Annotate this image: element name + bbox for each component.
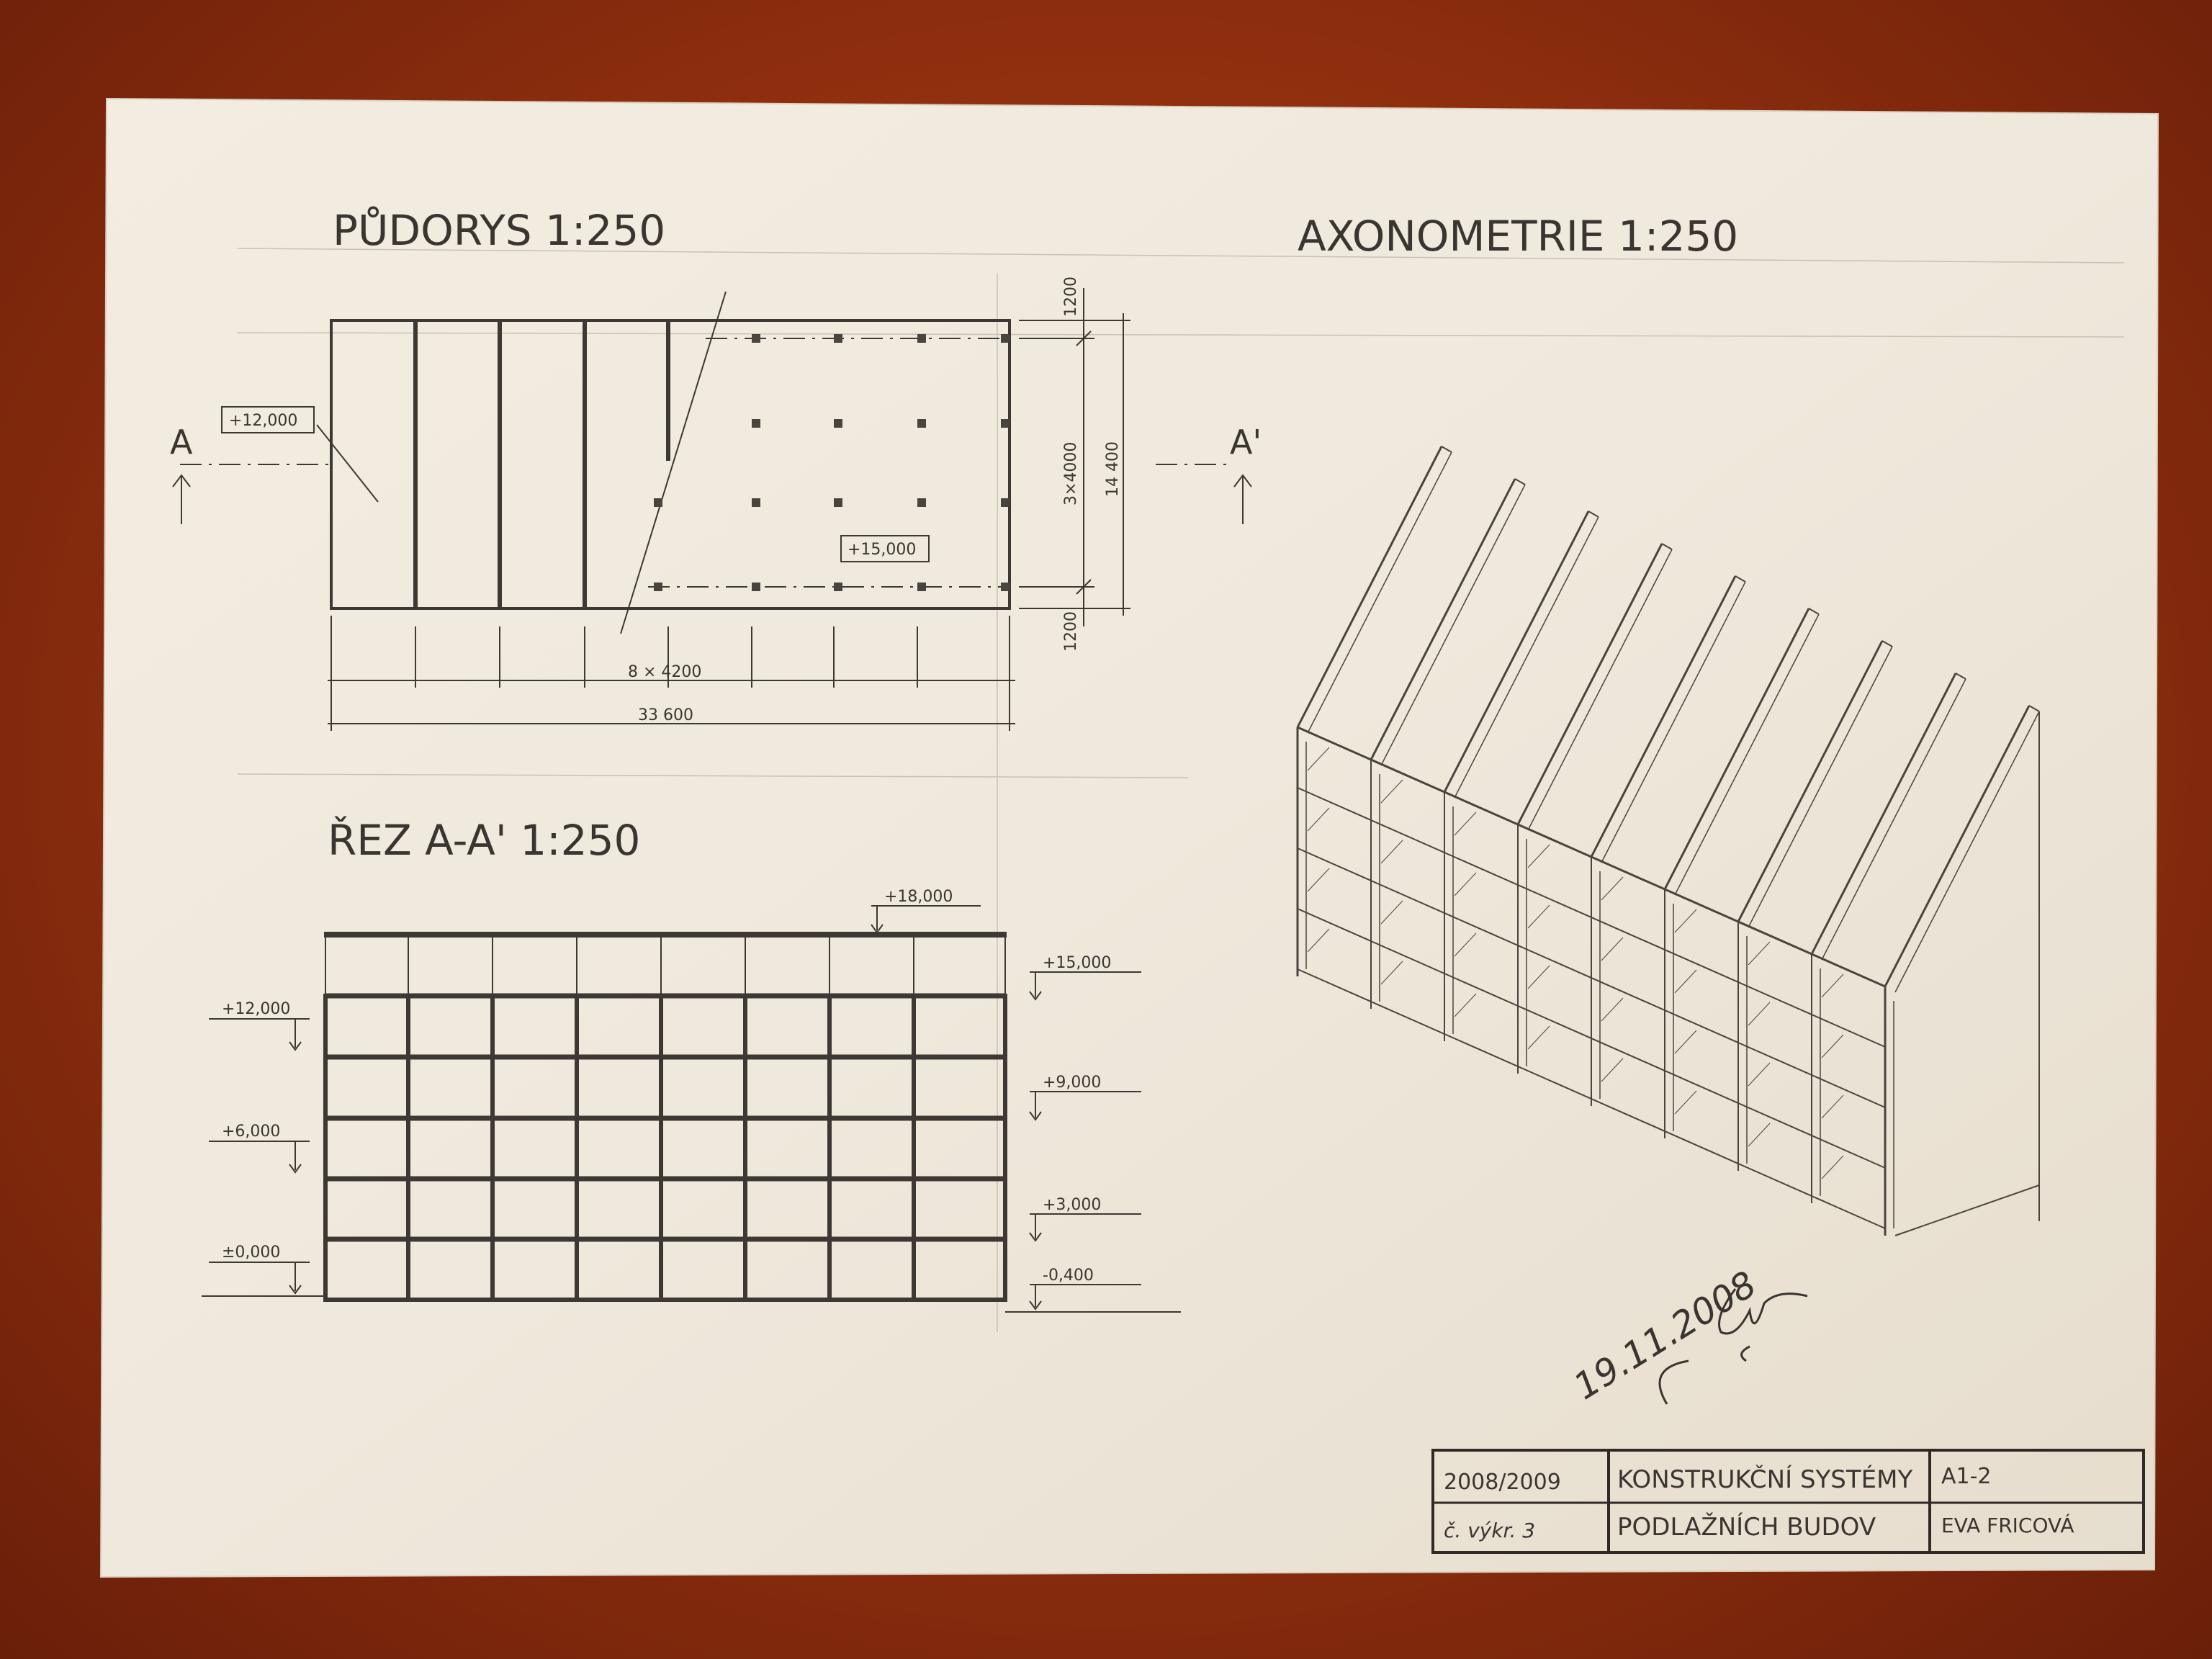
plan-elev-right: +15,000 (848, 541, 917, 559)
section-level-right-2: +15,000 (1043, 954, 1112, 972)
plan-dim-total-h: 33 600 (638, 706, 693, 724)
section-level-left-2: +6,000 (222, 1123, 281, 1141)
section-marker-right: A' (1230, 423, 1262, 462)
section-marker-left: A (170, 423, 193, 462)
section-level-left-3: ±0,000 (222, 1244, 281, 1262)
title-block-sheet: č. výkr. 3 (1444, 1519, 1536, 1542)
title-block-code: A1-2 (1941, 1464, 1992, 1489)
title-block-year: 2008/2009 (1444, 1470, 1561, 1495)
section-level-left-1: +12,000 (222, 1000, 291, 1018)
axo-title: AXONOMETRIE 1:250 (1298, 212, 1739, 261)
plan-dim-mid: 3×4000 (1062, 441, 1080, 505)
plan-title: PŮDORYS 1:250 (333, 206, 666, 255)
section-level-right-5: -0,400 (1043, 1267, 1094, 1285)
title-block-author: EVA FRICOVÁ (1941, 1514, 2074, 1537)
title-block-subject-2: PODLAŽNÍCH BUDOV (1617, 1513, 1876, 1542)
section-level-right-4: +3,000 (1043, 1196, 1102, 1214)
section-level-right-1: +18,000 (884, 888, 953, 906)
title-block-subject-1: KONSTRUKČNÍ SYSTÉMY (1617, 1465, 1913, 1494)
signature-date: 19.11.2008 (1566, 1263, 1764, 1408)
plan-dim-total-v: 14 400 (1104, 441, 1122, 497)
plan-elev-left: +12,000 (229, 412, 298, 430)
section-level-right-3: +9,000 (1043, 1074, 1102, 1092)
plan-dim-bays: 8 × 4200 (628, 663, 702, 681)
plan-dim-bottom: 1200 (1062, 611, 1080, 652)
section-title: ŘEZ A-A' 1:250 (328, 816, 641, 865)
plan-dim-top: 1200 (1062, 276, 1080, 317)
